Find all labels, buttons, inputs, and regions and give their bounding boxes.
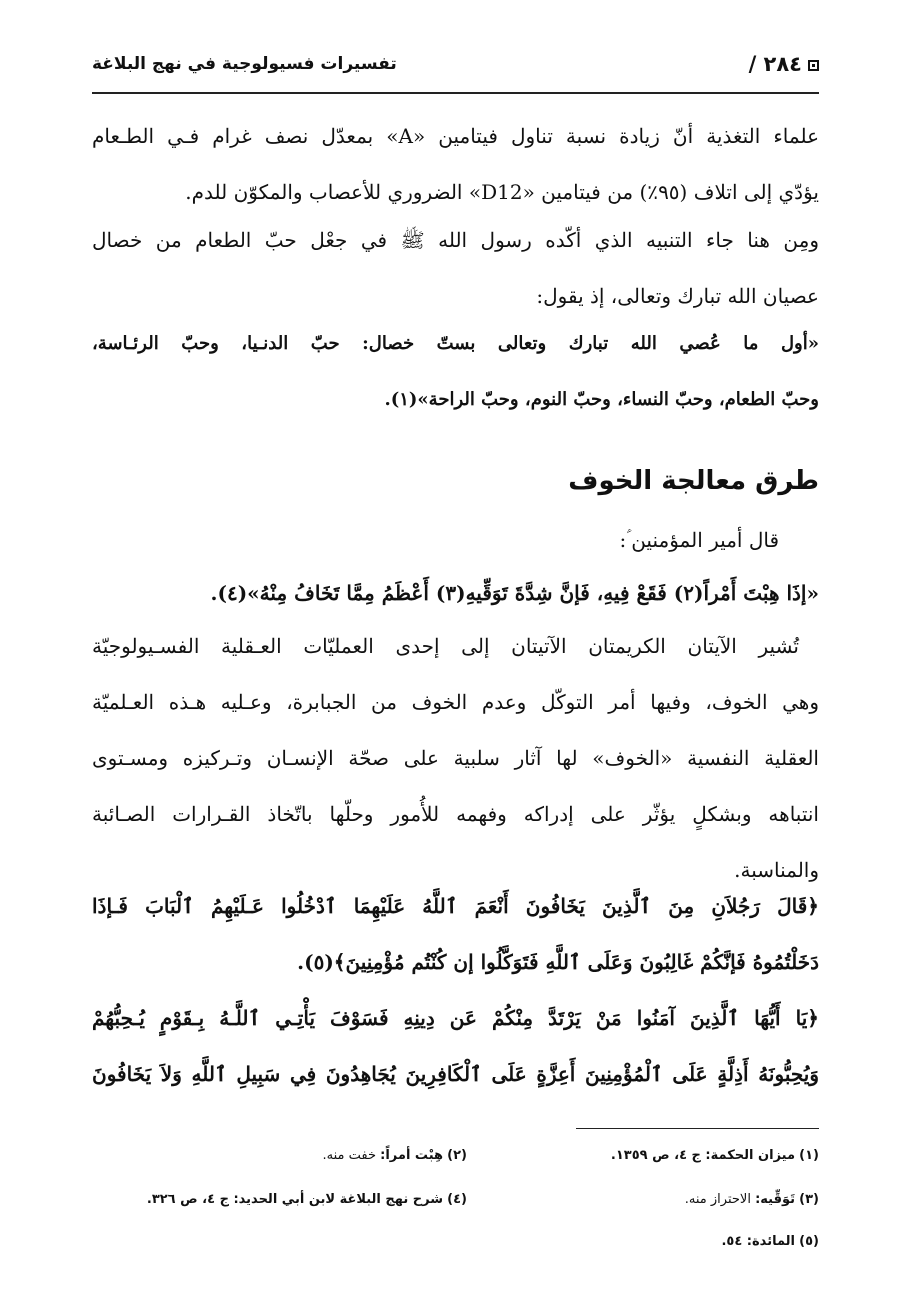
hadith-quote <box>92 316 819 428</box>
verse-line: ﴿قَالَ رَجُلاَنِ مِنَ ٱلَّذِينَ يَخَافُونَ أَنْعَمَ ٱللَّهُ عَلَيْهِمَا ٱدْخُلُوا عَـلَيْهِمُ ٱلْبَابَ فَـإذَا <box>92 894 819 918</box>
footnote-text: ميزان الحكمة: ج ٤، ص ١٣٥٩. <box>610 1148 796 1163</box>
quran-verse-1 <box>92 878 819 990</box>
intro-line-block <box>92 512 819 568</box>
page-number: ٢٨٤ <box>763 52 802 76</box>
footnote-number: (٣) <box>799 1192 819 1207</box>
paragraph-line: وهي الخوف، وفيها أمر التوكّل وعدم الخوف من الجبابرة، وعـليه هـذه العـلميّة <box>92 690 819 714</box>
verse-line: ﴿يَا أَيُّهَا ٱلَّذِينَ آمَنُوا مَنْ يَرْتَدَّ مِنْكُمْ عَن دِينِهِ فَسَوْفَ يَأْتِـي ٱللَّـهُ بِـقَوْمٍ يُـحِبُّهُمْ <box>92 1006 819 1030</box>
header-divider <box>92 92 819 94</box>
footnote-number: (٢) <box>447 1148 467 1163</box>
footnote-number: (١) <box>799 1148 819 1163</box>
footnote-text: خفت منه. <box>322 1148 377 1163</box>
footnote-number: (٤) <box>447 1192 467 1207</box>
quote-line: «إذَا هِبْتَ أَمْراً(٢) فَقَعْ فِيهِ، فَإنَّ شِدَّةَ تَوَقِّيهِ(٣) أَعْظَمُ مِمَّا تَخَافُ مِنْهُ»(٤). <box>210 581 819 605</box>
footnote-4 <box>147 1192 467 1207</box>
intro-line: قال أمير المؤمنين ؑ: <box>619 528 779 552</box>
footnote-3 <box>685 1192 819 1207</box>
paragraph-line: ومِن هنا جاء التنبيه الذي أكّده رسول الله ﷺ في جعْل حبّ الطعام من خصال <box>92 228 819 252</box>
hadith-line: «أول ما عُصي الله تبارك وتعالى بستّ خصال: حبّ الدنـيا، وحبّ الرئـاسة، <box>92 333 819 354</box>
square-bullet-icon <box>808 60 819 71</box>
footnote-5 <box>721 1234 819 1249</box>
page-header <box>92 48 819 88</box>
footnote-label: تَوَقِّيه: <box>755 1192 796 1207</box>
footnote-divider <box>576 1128 819 1129</box>
paragraph-line: تُشير الآيتان الكريمتان الآتيتان إلى إحدى العمليّات العـقلية الفسـيولوجيّة <box>92 634 799 658</box>
paragraph-line: عصيان الله تبارك وتعالى، إذ يقول: <box>536 284 819 308</box>
footnote-2 <box>323 1148 467 1163</box>
section-heading: طرق معالجة الخوف <box>568 466 819 496</box>
footnote-text: الاحتراز منه. <box>684 1192 751 1207</box>
footnote-label: هِبْت أمراً: <box>380 1148 444 1163</box>
hadith-line: وحبّ الطعام، وحبّ النساء، وحبّ النوم، وحبّ الراحة»(١). <box>384 389 819 410</box>
verse-line: دَخَلْتُمُوهُ فَإنَّكُمْ غَالِبُونَ وَعَلَى ٱللَّهِ فَتَوَكَّلُوا إن كُنْتُم مُؤْمِنِينَ﴾(٥). <box>297 950 819 974</box>
footnote-text: المائدة: ٥٤. <box>721 1234 796 1249</box>
paragraph-line: يؤدّي إلى اتلاف (٩٥٪) من فيتامين «D12» الضروري للأعصاب والمكوّن للدم. <box>185 180 819 204</box>
paragraph-2 <box>92 212 819 324</box>
page-number-separator: / <box>748 52 757 76</box>
paragraph-1 <box>92 108 819 220</box>
footnote-1 <box>611 1148 819 1163</box>
paragraph-line: والمناسبة. <box>734 858 819 882</box>
quran-verse-2 <box>92 990 819 1102</box>
imam-quote <box>92 565 819 621</box>
paragraph-line: علماء التغذية أنّ زيادة نسبة تناول فيتامين «A» بمعدّل نصف غرام فـي الطـعام <box>92 124 819 148</box>
book-title: تفسيرات فسيولوجية في نهج البلاغة <box>92 54 397 74</box>
footnote-number: (٥) <box>799 1234 819 1249</box>
paragraph-line: العقلية النفسية «الخوف» لها آثار سلبية على صحّة الإنسـان وتـركيزه ومسـتوى <box>92 746 819 770</box>
page-number-block <box>749 52 819 76</box>
paragraph-3 <box>92 618 819 898</box>
verse-line: وَيُحِبُّونَهُ أَذِلَّةٍ عَلَى ٱلْمُؤْمِنِينَ أَعِزَّةٍ عَلَى ٱلْكَافِرِينَ يُجَاهِدُونَ فِي سَبِيلِ ٱللَّهِ وَلاَ يَخَافُونَ <box>92 1062 819 1086</box>
paragraph-line: انتباهه وبشكلٍ يؤثّر على إدراكه وفهمه للأُمور وحلّها باتّخاذ القـرارات الصـائبة <box>92 802 819 826</box>
footnote-text: شرح نهج البلاغة لابن أبي الحديد: ج ٤، ص ٣٢٦. <box>146 1192 444 1207</box>
